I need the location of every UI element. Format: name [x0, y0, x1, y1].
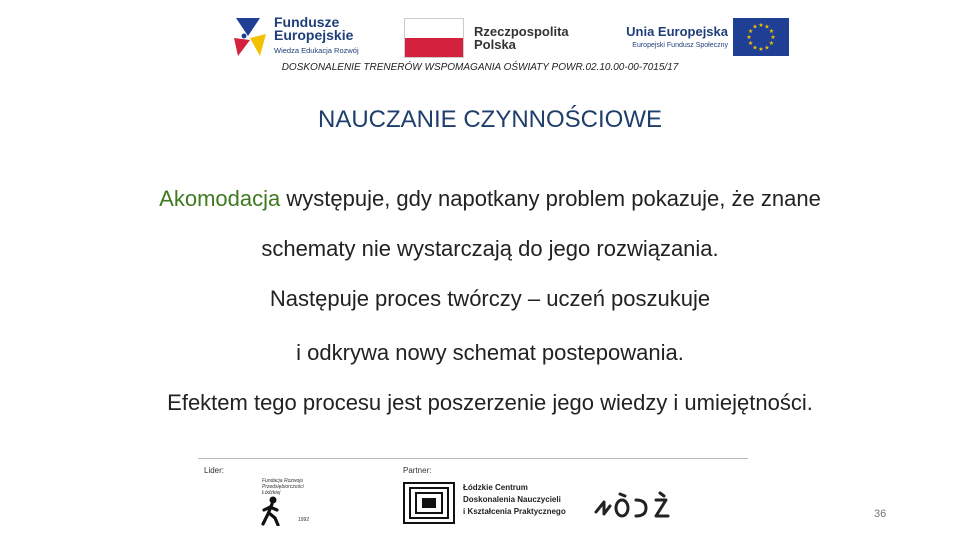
- funds-logo-subtitle: Wiedza Edukacja Rozwój: [274, 46, 359, 55]
- slide-title: NAUCZANIE CZYNNOŚCIOWE: [317, 106, 662, 133]
- partner-logo-line3: i Kształcenia Praktycznego: [463, 507, 566, 516]
- svg-text:★: ★: [758, 22, 764, 29]
- lider-logo: [256, 476, 326, 526]
- partner-label: Partner:: [403, 466, 432, 475]
- project-code-line: DOSKONALENIE TRENERÓW WSPOMAGANIA OŚWIATY POWR.02.10.00-00-7015/17: [281, 62, 679, 73]
- eu-logo: [600, 18, 790, 58]
- svg-text:★: ★: [747, 40, 754, 47]
- poland-logo-line1: Rzeczpospolita: [474, 24, 569, 39]
- lodz-logo-icon: [594, 490, 672, 520]
- partner-logo-line2: Doskonalenia Nauczycieli: [463, 495, 561, 504]
- body-line-2: schematy nie wystarczają do jego rozwiązania.: [261, 236, 719, 261]
- funds-logo-line1: Fundusze: [274, 14, 340, 30]
- concentric-squares-icon: [403, 482, 455, 524]
- svg-text:★: ★: [770, 34, 776, 41]
- lider-logo-line2: Przedsiębiorczości: [262, 484, 304, 490]
- svg-text:★: ★: [752, 44, 758, 52]
- keyword-akomodacja: Akomodacja: [159, 186, 281, 211]
- slide-number: 36: [874, 508, 887, 520]
- funds-europe-logo: [230, 14, 375, 58]
- lider-logo-year: 1992: [298, 517, 310, 523]
- poland-logo-line2: Polska: [474, 37, 516, 52]
- partner-logo: [403, 482, 566, 526]
- svg-text:★: ★: [752, 23, 758, 31]
- lider-logo-line3: Łódzkiej: [262, 490, 281, 496]
- eu-flag-icon: [733, 18, 789, 56]
- lider-logo-line1: Fundacja Rozwoju: [262, 478, 304, 484]
- svg-text:★: ★: [764, 44, 770, 52]
- partner-logo-line1: Łódzkie Centrum: [463, 483, 528, 492]
- eu-logo-subtitle: Europejski Fundusz Społeczny: [632, 42, 728, 49]
- body-line-3: Następuje proces twórczy – uczeń poszukuje: [269, 286, 711, 311]
- body-line-4: i odkrywa nowy schemat postepowania.: [296, 340, 684, 365]
- body-line-1-rest: występuje, gdy napotkany problem pokazuje, że znane: [280, 186, 821, 211]
- poland-logo: [404, 18, 574, 58]
- svg-text:★: ★: [768, 40, 775, 47]
- svg-text:★: ★: [746, 34, 752, 41]
- lider-label: Lider:: [204, 466, 225, 475]
- svg-text:★: ★: [768, 28, 775, 35]
- eu-logo-title: Unia Europejska: [626, 24, 728, 39]
- footer-divider: [198, 458, 748, 459]
- poland-flag-icon: [404, 18, 464, 58]
- svg-text:★: ★: [747, 28, 754, 35]
- svg-text:★: ★: [764, 23, 770, 31]
- funds-europe-icon: [230, 14, 270, 58]
- body-line-1: [0, 186, 960, 212]
- funds-logo-line2: Europejskie: [274, 27, 354, 43]
- walking-man-icon: [260, 496, 284, 526]
- body-line-5: Efektem tego procesu jest poszerzenie jego wiedzy i umiejętności.: [167, 390, 813, 415]
- svg-text:★: ★: [758, 46, 764, 53]
